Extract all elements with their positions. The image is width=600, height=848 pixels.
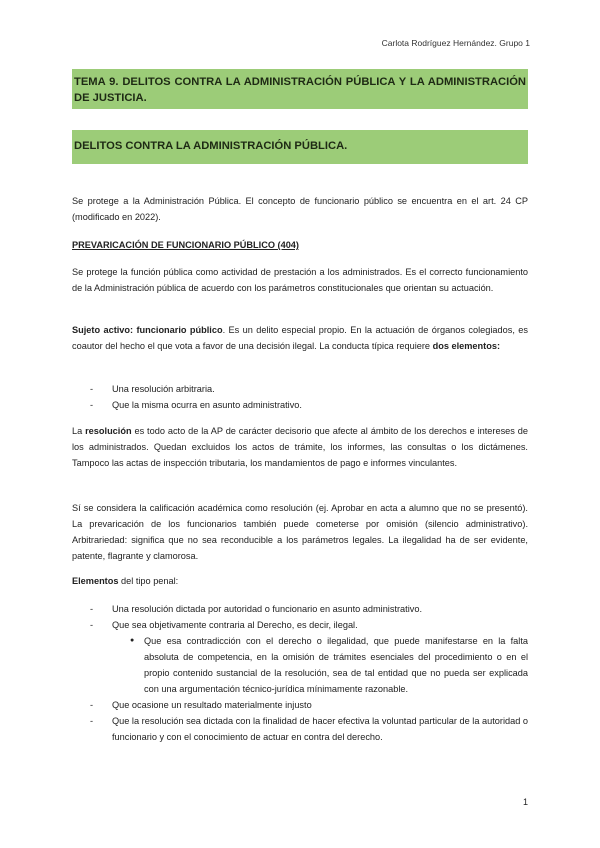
sujeto-activo-label: Sujeto activo: funcionario público [72,325,223,335]
sujeto-activo-text: . Es un delito especial propio. En la actuación de órganos colegiados, es coautor del hecho el que vota a favor de una decisión ilegal. La conducta típica requiere [72,325,528,351]
sub-list-item [72,633,528,697]
dash-marker: - [90,604,94,614]
list-item-text: Una resolución arbitraria. [112,384,215,394]
tipo-penal-intro [72,573,528,589]
dash-marker: - [90,384,94,394]
list-item [72,601,528,617]
proteccion-paragraph: Se protege la función pública como actividad de prestación a los administrados. Es el correcto funcionamiento de la Administración pública de acuerdo con los parámetros constitucionales que orientan su actuación. [72,267,528,293]
dash-marker: - [90,700,94,710]
tipo-penal-text: del tipo penal: [118,576,179,586]
dos-elementos-term: dos elementos [432,341,497,351]
list-item [72,397,528,413]
calificacion-paragraph: Sí se considera la calificación académica como resolución (ej. Aprobar en acta a alumno que no se presentó). La prevaricación de los funcionarios también puede cometerse por omisión (silencio administrativo). Arbitrariedad: significa que no sea reconducible a los parámetros legales. La ilegalidad ha de ser evidente, patente, flagrante y clamorosa. [72,503,528,561]
resolucion-text: es todo acto de la AP de carácter decisorio que afecte al ámbito de los derechos e intereses de los administrados. Quedan excluidos los actos de trámite, los informes, las consultas o los dictámenes. Tampoco las actas de inspección tributaria, los mandamientos de pago e informes vinculantes. [72,426,528,468]
list-item-text: Una resolución dictada por autoridad o funcionario en asunto administrativo. [112,604,423,614]
list-item-text: Que ocasione un resultado materialmente injusto [112,700,312,710]
dash-marker: - [90,620,94,630]
prevaricacion-heading [72,237,528,253]
header-author: Carlota Rodríguez Hernández. Grupo 1 [381,38,530,48]
dash-marker: - [90,400,94,410]
list-item [72,617,528,633]
list-item-text: Que la resolución sea dictada con la finalidad de hacer efectiva la voluntad particular de la autoridad o funcionario y con el conocimiento de actuar en contra del derecho. [112,716,528,742]
sujeto-activo-paragraph [72,322,528,354]
list-item [72,381,528,397]
list-item-text: Que sea objetivamente contraria al Derecho, es decir, ilegal. [112,620,358,630]
intro-paragraph: Se protege a la Administración Pública. El concepto de funcionario público se encuentra en el art. 24 CP (modificado en 2022). [72,196,528,222]
prevaricacion-heading-text: PREVARICACIÓN DE FUNCIONARIO PÚBLICO (404) [72,240,299,250]
tipo-penal-list [72,601,528,745]
page-number: 1 [522,797,528,807]
elementos-term: Elementos [72,576,119,586]
resolucion-paragraph [72,423,528,471]
resolucion-prefix: La [72,426,86,436]
list-item [72,713,528,745]
bullet-marker: ● [130,637,135,644]
chapter-title: TEMA 9. DELITOS CONTRA LA ADMINISTRACIÓN PÚBLICA Y LA ADMINISTRACIÓN DE JUSTICIA. [72,69,528,109]
list-item-text: Que la misma ocurra en asunto administrativo. [112,400,302,410]
list-item [72,697,528,713]
section-title: DELITOS CONTRA LA ADMINISTRACIÓN PÚBLICA. [72,130,528,164]
resolucion-term: resolución [85,426,132,436]
sub-list-item-text: Que esa contradicción con el derecho o ilegalidad, que puede manifestarse en la falta absoluta de competencia, en la omisión de trámites esenciales del procedimiento o en el propio contenido sustancial de la resolución, sea de tal entidad que no pueda ser explicada con una argumentación técnico-jurídica mínimamente razonable. [144,636,528,694]
elementos-list [72,381,528,413]
dos-elementos-colon: : [496,341,501,351]
dash-marker: - [90,716,94,726]
